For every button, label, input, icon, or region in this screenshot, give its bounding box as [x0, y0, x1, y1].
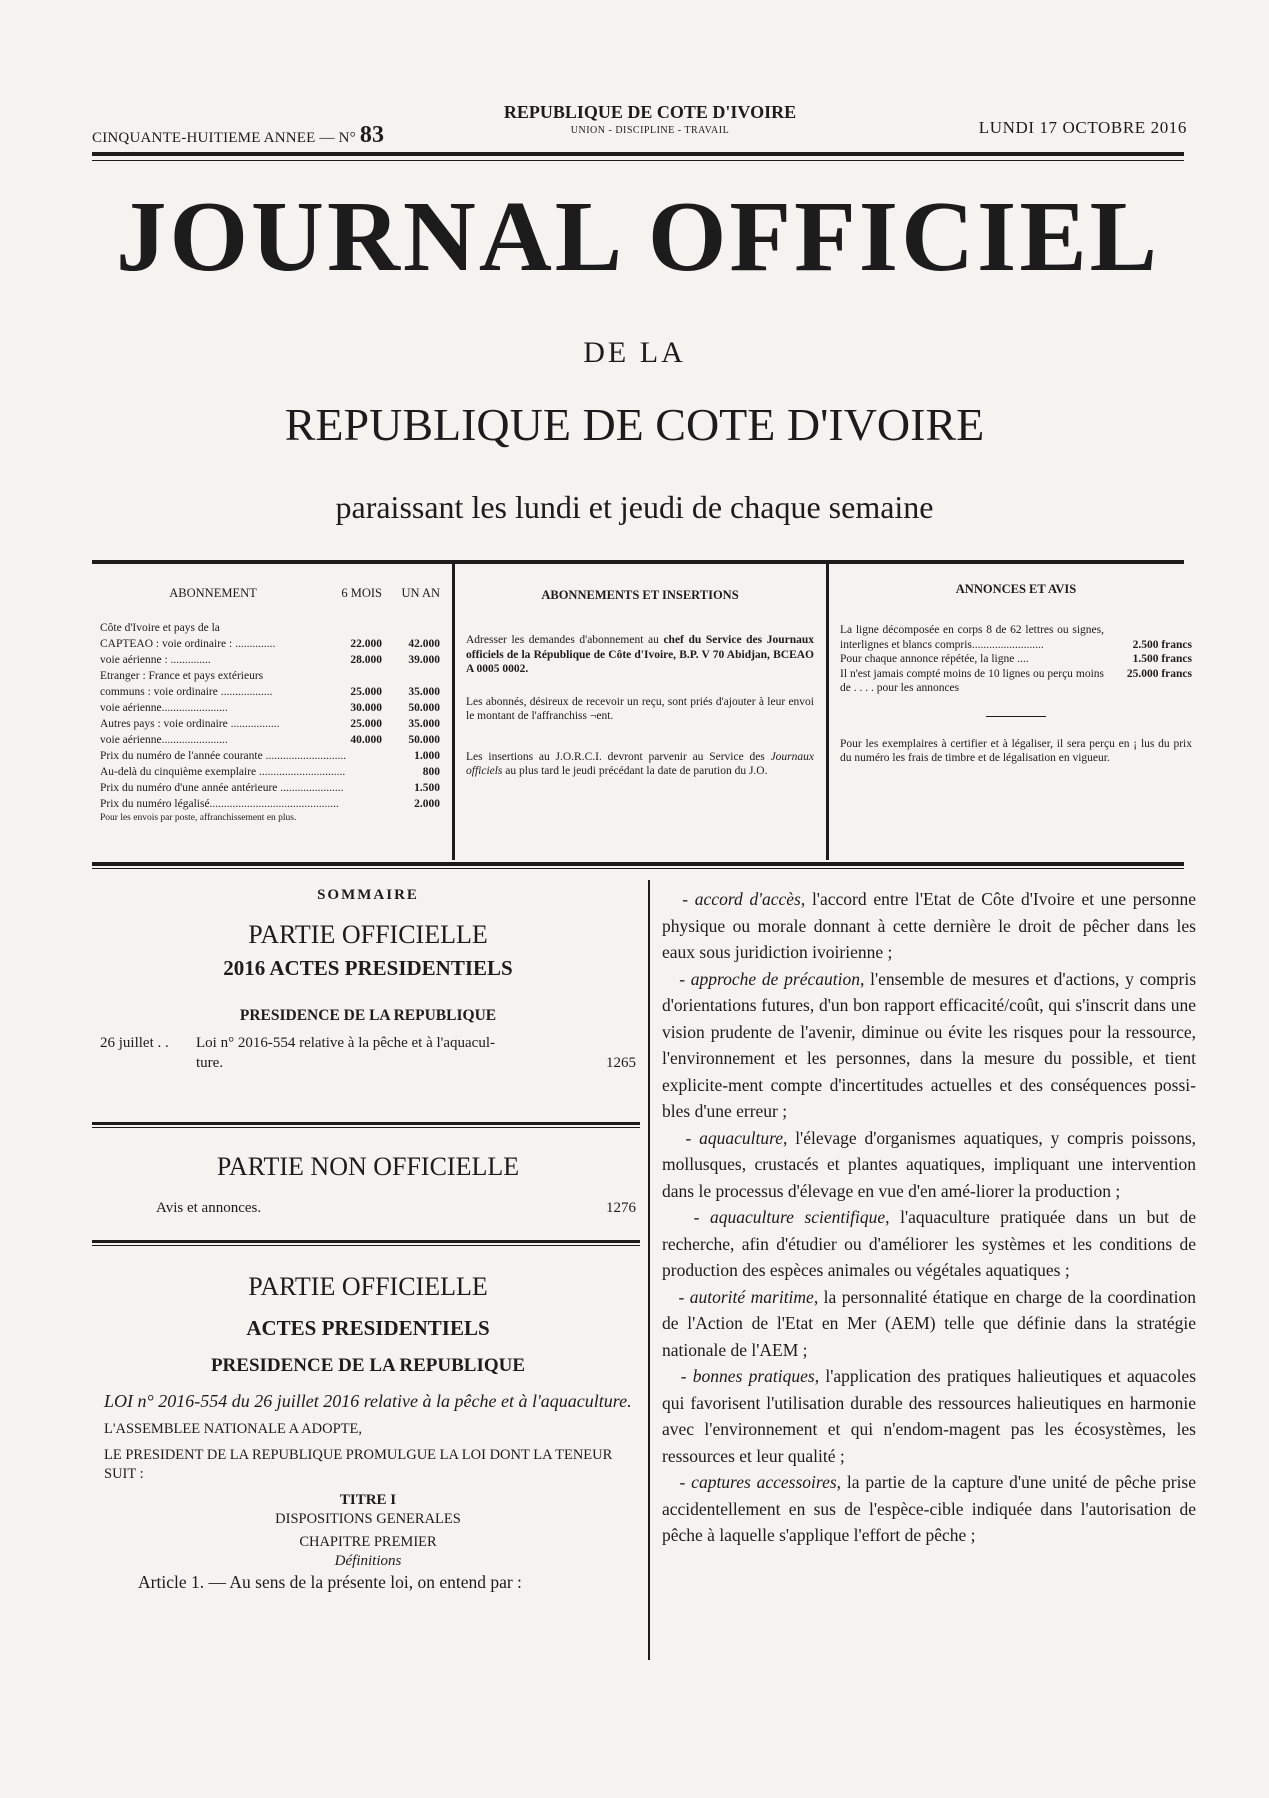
tariff-row: [100, 636, 440, 652]
postage-note: Pour les envois par poste, affranchissement en plus.: [100, 812, 297, 823]
definitions-label: Définitions: [334, 1553, 402, 1569]
definitions-column: [662, 886, 1196, 1549]
un-an-header: UN AN: [401, 586, 440, 600]
tariff-label: Etranger : France et pays extérieurs: [100, 669, 264, 682]
promulgation-line: LE PRESIDENT DE LA REPUBLIQUE PROMULGUE LA LOI DONT LA TENEUR SUIT :: [104, 1447, 613, 1482]
definition-approche-precaution: - approche de précaution, l'ensemble de mesures et d'actions, y compris d'orientations futures, d'un bon rapport efficacité/coût, qui s'inscrit dans une vision prudente de l'avenir, diminue ou évite les risques pour la ressource, l'environnement et les personnes, dans la mesure du possible, et tient explicite-ment compte d'incertitudes actuelles et des conséquences possi-bles d'une erreur ;: [662, 968, 1197, 1121]
definition-autorite-maritime: - autorité maritime, la personnalité étatique en charge de la coordination de l'Action de l'Etat en Mer (AEM) telle que définie dans la stratégie nationale de l'AEM ;: [662, 1286, 1196, 1360]
body-actes: ACTES PRESIDENTIELS: [246, 1316, 490, 1340]
tariff-label: voie aérienne.......................: [100, 701, 228, 714]
frequency-line: paraissant les lundi et jeudi de chaque semaine: [335, 489, 934, 525]
info-box-bottom-rule-thin: [92, 868, 1184, 869]
article-1: Article 1. — Au sens de la présente loi, on entend par :: [138, 1572, 522, 1592]
tariff-unan: 35.000: [408, 717, 440, 730]
price-value: 1.500: [414, 781, 440, 794]
tariff-unan: 39.000: [408, 653, 440, 666]
country-motto: UNION - DISCIPLINE - TRAVAIL: [570, 125, 730, 136]
insertions-deadline: Les insertions au J.O.R.C.I. devront parvenir au Service des Journaux officiels au plus tard le jeudi précédant la date de parution du J.O.: [466, 750, 814, 777]
republique-title: REPUBLIQUE DE COTE D'IVOIRE: [284, 399, 985, 450]
header-rule-thin: [92, 160, 1184, 161]
tariff-6mois: 25.000: [350, 717, 382, 730]
tariff-row: [100, 716, 440, 732]
tariff-row: [100, 700, 440, 716]
price-label: Prix du numéro légalisé.............................................: [100, 797, 339, 810]
tariff-label: CAPTEAO : voie ordinaire : ..............: [100, 637, 276, 650]
dispositions-label: DISPOSITIONS GENERALES: [275, 1511, 461, 1527]
tariff-unan: 50.000: [408, 733, 440, 746]
info-box-bottom-rule: [92, 862, 1184, 866]
annonce-line-rate: La ligne décomposée en corps 8 de 62 lettres ou signes, interlignes et blancs compris.........................: [840, 624, 1104, 651]
tariff-row: [100, 668, 440, 684]
sommaire-avis-text: Avis et annonces.: [156, 1200, 262, 1216]
price-row: [100, 796, 440, 812]
annonces-title: ANNONCES ET AVIS: [955, 582, 1077, 596]
sommaire-partie-officielle: PARTIE OFFICIELLE: [248, 920, 488, 949]
sommaire-non-officielle: [100, 1152, 636, 1217]
insertions-receipt: Les abonnés, désireux de recevoir un reçu, sont priés d'ajouter à leur envoi le montant de l'affranchiss ¬ent.: [466, 695, 814, 722]
issue-date: LUNDI 17 OCTOBRE 2016: [978, 118, 1187, 137]
chapitre-label: CHAPITRE PREMIER: [299, 1534, 437, 1550]
tariff-label: Autres pays : voie ordinaire .................: [100, 717, 280, 730]
header-rule-thick: [92, 152, 1184, 156]
definition-captures-accessoires: - captures accessoires, la partie de la capture d'une unité de pêche prise accidentellement en sus de l'espèce-cible indiquée dans l'autorisation de pêche à laquelle s'applique l'effort de pêche ;: [662, 1472, 1197, 1545]
info-box-top-rule: [92, 560, 1184, 564]
tariff-row: [100, 684, 440, 700]
sommaire-rule-2b: [92, 1245, 640, 1246]
sommaire-actes: 2016 ACTES PRESIDENTIELS: [223, 956, 513, 980]
law-title: LOI n° 2016-554 du 26 juillet 2016 relative à la pêche et à l'aquaculture.: [104, 1391, 632, 1411]
price-label: Au-delà du cinquième exemplaire ..............................: [100, 765, 346, 778]
tariff-6mois: 30.000: [350, 701, 382, 714]
tariff-6mois: 25.000: [350, 685, 382, 698]
price-value: 800: [422, 765, 440, 778]
sommaire-rule-1b: [92, 1127, 640, 1128]
definition-aquaculture-scientifique: - aquaculture scientifique, l'aquaculture pratiquée dans un but de recherche, afin d'étudier ou d'améliorer les systèmes et les conditions de production des espèces animales ou végétales aquatiques ;: [662, 1207, 1197, 1280]
sommaire: [100, 887, 636, 1073]
country-name: REPUBLIQUE DE COTE D'IVOIRE: [503, 102, 797, 122]
sommaire-rule-1: [92, 1122, 640, 1125]
price-label: Prix du numéro d'une année antérieure ......................: [100, 781, 344, 794]
edition-label: [92, 122, 384, 149]
tariff-6mois: 28.000: [350, 653, 382, 666]
definition-accord-acces: - accord d'accès, l'accord entre l'Etat de Côte d'Ivoire et une personne physique ou morale donnant à cette dernière le droit de pêcher dans les eaux sous juridiction ivoirienne ;: [662, 889, 1196, 962]
sommaire-avis-page: 1276: [606, 1200, 636, 1216]
column-divider: [648, 880, 650, 1660]
definition-aquaculture: - aquaculture, l'élevage d'organismes aquatiques, y compris poissons, mollusques, crustacés et plantes aquatiques, impliquant une intervention dans le processus d'élevage en vue d'en amé-liorer la production ;: [662, 1127, 1196, 1201]
info-divider-2: [826, 564, 829, 860]
issue-number: 83: [359, 122, 385, 148]
tariff-unan: 42.000: [408, 637, 440, 650]
tariff-6mois: 22.000: [350, 637, 382, 650]
tariff-label: voie aérienne.......................: [100, 733, 228, 746]
annonce-line-price: 2.500 francs: [1132, 638, 1192, 651]
tariff-intro: Côte d'Ivoire et pays de la: [100, 622, 220, 634]
journal-title: JOURNAL OFFICIEL: [115, 180, 1161, 292]
tariff-row: [100, 732, 440, 748]
de-la-label: DE LA: [583, 336, 686, 369]
six-mois-header: 6 MOIS: [341, 586, 382, 600]
insertions-box: [466, 572, 814, 857]
insertions-address: Adresser les demandes d'abonnement au chef du Service des Journaux officiels de la République de Côte d'Ivoire, B.P. V 70 Abidjan, BCEAO A 0005 0002.: [466, 634, 815, 675]
info-divider-1: [452, 564, 455, 860]
certification-note: Pour les exemplaires à certifier et à légaliser, il sera perçu en ¡ lus du prix du numéro les frais de timbre et de légalisation en vigueur.: [840, 737, 1192, 764]
tariff-unan: 35.000: [408, 685, 440, 698]
tariff-row: [100, 652, 440, 668]
titre-label: TITRE I: [339, 1492, 397, 1508]
year-label: CINQUANTE-HUITIEME ANNEE — N°: [92, 130, 356, 146]
sommaire-entry-date: 26 juillet . .: [100, 1035, 169, 1051]
sommaire-entry[interactable]: [100, 1033, 636, 1073]
annonce-minimum: Il n'est jamais compté moins de 10 lignes ou perçu moins de . . . . pour les annonces: [840, 667, 1104, 694]
sommaire-avis-entry[interactable]: [100, 1200, 636, 1217]
sommaire-partie-non: PARTIE NON OFFICIELLE: [216, 1152, 520, 1181]
sommaire-entry-text: Loi n° 2016-554 relative à la pêche et à l'aquacul-ture.: [196, 1035, 495, 1071]
definition-bonnes-pratiques: - bonnes pratiques, l'application des pratiques halieutiques et aquacoles qui favorisent l'utilisation durable des ressources halieutiques en harmonie avec l'environnement et qui n'endom-magent pas les écosystèmes, les ressources et leur qualité ;: [662, 1366, 1197, 1466]
body-partie-officielle: PARTIE OFFICIELLE: [248, 1272, 488, 1301]
tariff-unan: [382, 668, 440, 684]
price-value: 1.000: [414, 749, 440, 762]
assemblee-line: L'ASSEMBLEE NATIONALE A ADOPTE,: [104, 1421, 362, 1437]
annonces-divider: [986, 716, 1046, 717]
annonce-repeat-rate: Pour chaque annonce répétée, la ligne ....: [840, 653, 1029, 665]
tariff-unan: 50.000: [408, 701, 440, 714]
tariff-table: [100, 636, 440, 748]
price-row: [100, 780, 440, 796]
price-row: [100, 748, 440, 764]
tariff-label: communs : voie ordinaire ..................: [100, 685, 273, 698]
price-table: [100, 748, 440, 812]
body-presidence: PRESIDENCE DE LA REPUBLIQUE: [210, 1355, 526, 1376]
tariff-6mois: [326, 668, 382, 684]
annonce-minimum-price: 25.000 francs: [1126, 667, 1192, 680]
annonce-repeat-price: 1.500 francs: [1132, 653, 1192, 665]
abonnement-header: ABONNEMENT: [169, 586, 257, 600]
country-header: [440, 102, 860, 136]
tariff-6mois: 40.000: [350, 733, 382, 746]
tariff-label: voie aérienne : ..............: [100, 653, 211, 666]
sommaire-title: SOMMAIRE: [317, 887, 419, 903]
abonnement-box: [100, 572, 440, 857]
price-value: 2.000: [414, 797, 440, 810]
price-label: Prix du numéro de l'année courante ............................: [100, 749, 347, 762]
sommaire-presidence: PRESIDENCE DE LA REPUBLIQUE: [239, 1007, 497, 1024]
sommaire-entry-page: 1265: [606, 1055, 636, 1071]
insertions-title: ABONNEMENTS ET INSERTIONS: [541, 588, 739, 602]
sommaire-rule-2: [92, 1240, 640, 1243]
law-header: [100, 1272, 636, 1593]
price-row: [100, 764, 440, 780]
annonces-box: [840, 572, 1192, 857]
